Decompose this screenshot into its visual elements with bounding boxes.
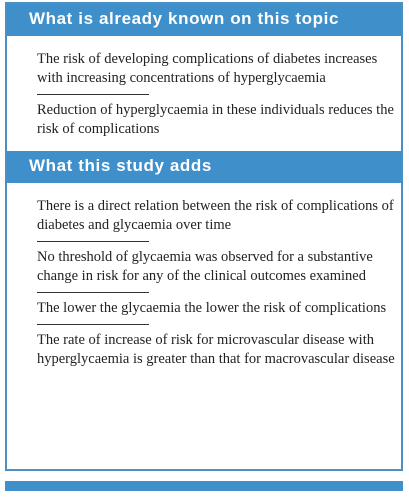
known-section (7, 4, 401, 151)
adds-list (7, 183, 401, 381)
footer-bar (5, 481, 403, 491)
adds-item-4: The rate of increase of risk for microvascular disease with hyperglycaemia is greater than that for macrovascular disease (37, 332, 395, 367)
adds-item-1: There is a direct relation between the risk of complications of diabetes and glycaemia over time (37, 198, 394, 233)
summary-box (5, 2, 403, 471)
adds-section-heading: What this study adds (7, 151, 401, 183)
adds-item-2: No threshold of glycaemia was observed for a substantive change in risk for any of the clinical outcomes examined (37, 249, 373, 284)
known-item-1: The risk of developing complications of diabetes increases with increasing concentrations of hyperglycaemia (37, 51, 378, 86)
known-item-2: Reduction of hyperglycaemia in these individuals reduces the risk of complications (37, 102, 394, 137)
known-section-heading: What is already known on this topic (7, 4, 401, 36)
adds-item-3: The lower the glycaemia the lower the risk of complications (37, 300, 387, 316)
known-list (7, 36, 401, 151)
adds-section (7, 151, 401, 381)
